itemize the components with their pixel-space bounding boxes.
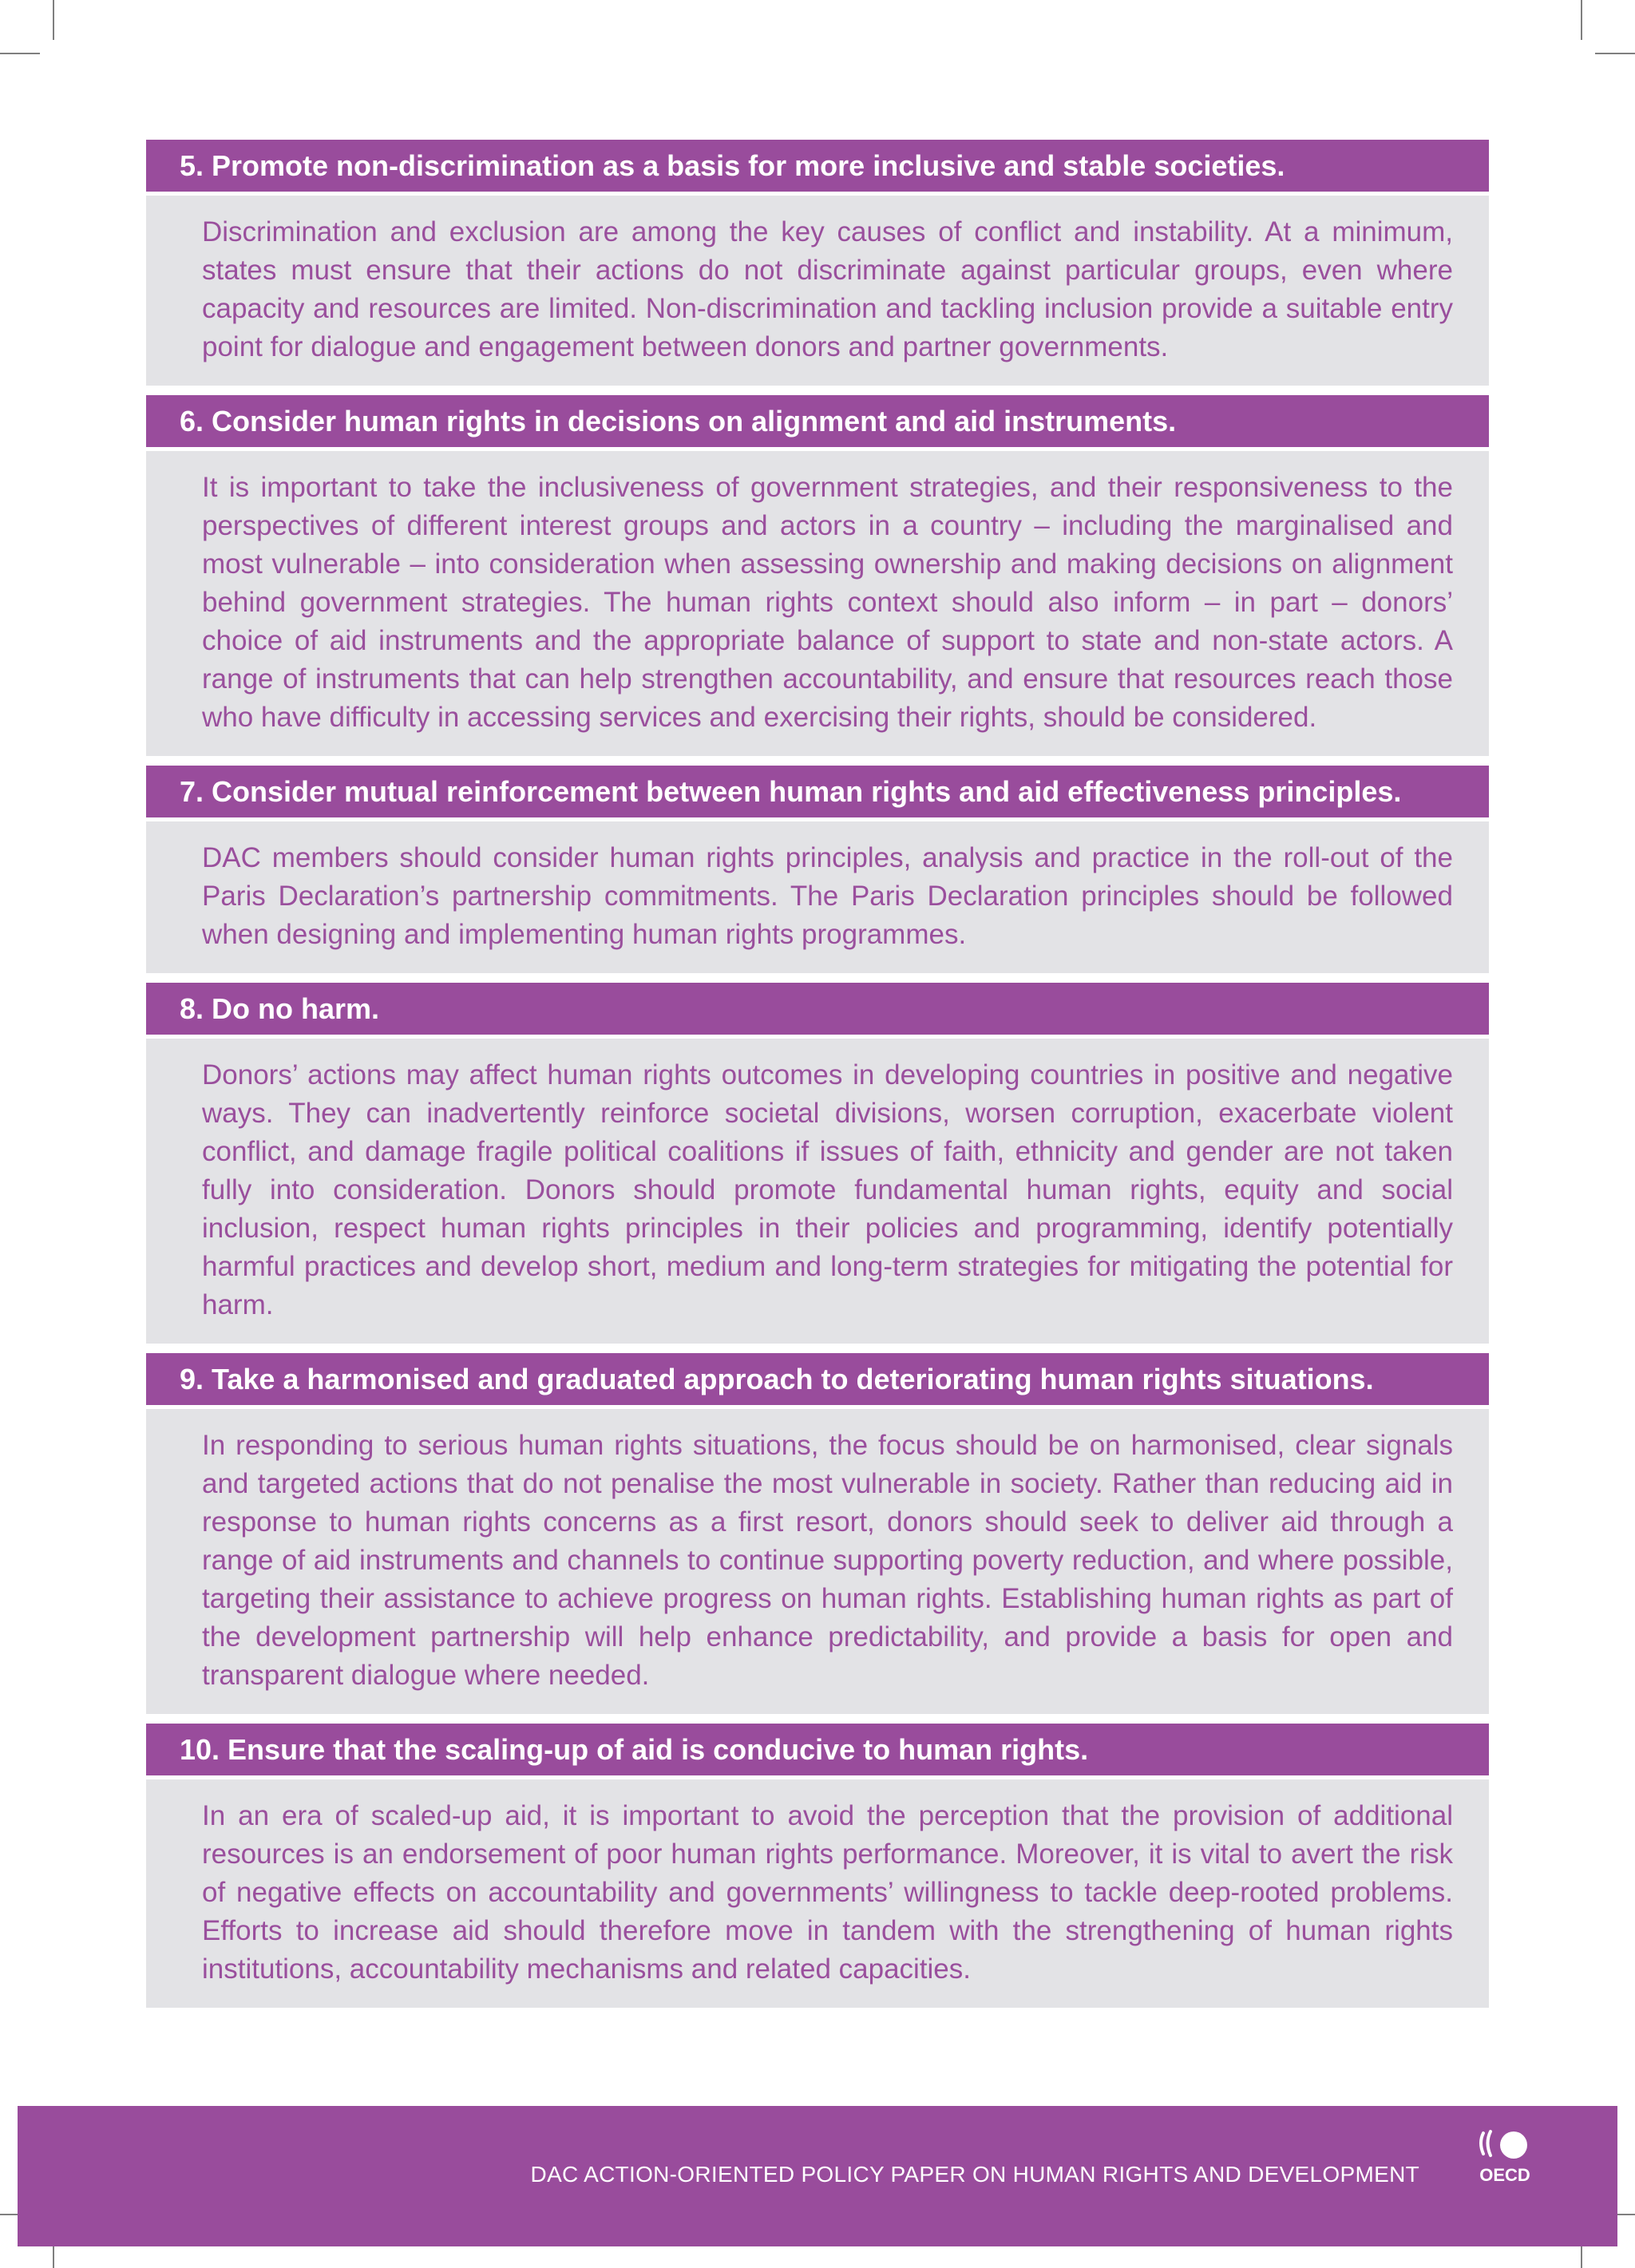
oecd-logo-icon [1477, 2128, 1533, 2165]
principle-text: In responding to serious human rights situations, the focus should be on harmonised, clear signals and targeted actions that do not penalise the most vulnerable in society. Rather than reducing aid in response to human rights concerns as a first resort, donors should seek to deliver aid through a range of aid instruments and channels to continue supporting poverty reduction, and where possible, targeting their assistance to achieve progress on human rights. Establishing human rights as part of the development partnership will help enhance predictability, and provide a basis for open and transparent dialogue where needed. [202, 1430, 1453, 1691]
principle-panel [146, 1039, 1489, 1344]
crop-mark [53, 0, 54, 40]
principle-9 [146, 1353, 1489, 1714]
principle-text: Discrimination and exclusion are among the key causes of conflict and instability. At a minimum, states must ensure that their actions do not discriminate against particular groups, even where capacity and resources are limited. Non-discrimination and tackling inclusion provide a suitable entry point for dialogue and engagement between donors and partner governments. [202, 216, 1453, 362]
oecd-logo-text: OECD [1479, 2165, 1530, 2185]
page-footer [18, 2106, 1617, 2246]
principle-panel [146, 1779, 1489, 2008]
principle-panel [146, 1409, 1489, 1714]
principle-heading: 6. Consider human rights in decisions on alignment and aid instruments. [146, 395, 1489, 447]
principle-text: In an era of scaled-up aid, it is important to avoid the perception that the provision of additional resources is an endorsement of poor human rights performance. Moreover, it is vital to avert the risk of negative effects on accountability and governments’ willingness to tackle deep-rooted problems. Efforts to increase aid should therefore move in tandem with the strengthening of human rights institutions, accountability mechanisms and related capacities. [202, 1800, 1453, 1985]
principle-7 [146, 766, 1489, 973]
principle-8 [146, 983, 1489, 1344]
principle-panel [146, 821, 1489, 973]
crop-mark [0, 53, 40, 54]
principle-heading: 10. Ensure that the scaling-up of aid is conducive to human rights. [146, 1724, 1489, 1775]
principle-heading: 9. Take a harmonised and graduated approach to deteriorating human rights situations. [146, 1353, 1489, 1405]
footer-title: DAC ACTION-ORIENTED POLICY PAPER ON HUMAN RIGHTS AND DEVELOPMENT [530, 2162, 1419, 2187]
principle-10 [146, 1724, 1489, 2008]
principle-6 [146, 395, 1489, 756]
principle-panel [146, 196, 1489, 386]
oecd-logo [1477, 2128, 1533, 2187]
principle-heading: 8. Do no harm. [146, 983, 1489, 1035]
principle-text: It is important to take the inclusiveness of government strategies, and their responsiveness to the perspectives of different interest groups and actors in a country – including the marginalised and most vulnerable – into consideration when assessing ownership and making decisions on alignment behind government strategies. The human rights context should also inform – in part – donors’ choice of aid instruments and the appropriate balance of support to state and non-state actors. A range of instruments that can help strengthen accountability, and ensure that resources reach those who have difficulty in accessing services and exercising their rights, should be considered. [202, 472, 1453, 733]
principle-heading: 5. Promote non-discrimination as a basis for more inclusive and stable societies. [146, 140, 1489, 192]
crop-mark [1581, 0, 1582, 40]
principles-list [146, 140, 1489, 2017]
crop-mark [1595, 53, 1635, 54]
principle-text: DAC members should consider human rights principles, analysis and practice in the roll-out of the Paris Declaration’s partnership commitments. The Paris Declaration principles should be followed when designing and implementing human rights programmes. [202, 842, 1453, 950]
principle-5 [146, 140, 1489, 386]
principle-panel [146, 451, 1489, 756]
principle-text: Donors’ actions may affect human rights outcomes in developing countries in positive and negative ways. They can inadvertently reinforce societal divisions, worsen corruption, exacerbate violent conflict, and damage fragile political coalitions if issues of faith, ethnicity and gender are not taken fully into consideration. Donors should promote fundamental human rights, equity and social inclusion, respect human rights principles in their policies and programming, identify potentially harmful practices and develop short, medium and long-term strategies for mitigating the potential for harm. [202, 1059, 1453, 1320]
principle-heading: 7. Consider mutual reinforcement between human rights and aid effectiveness principles. [146, 766, 1489, 817]
